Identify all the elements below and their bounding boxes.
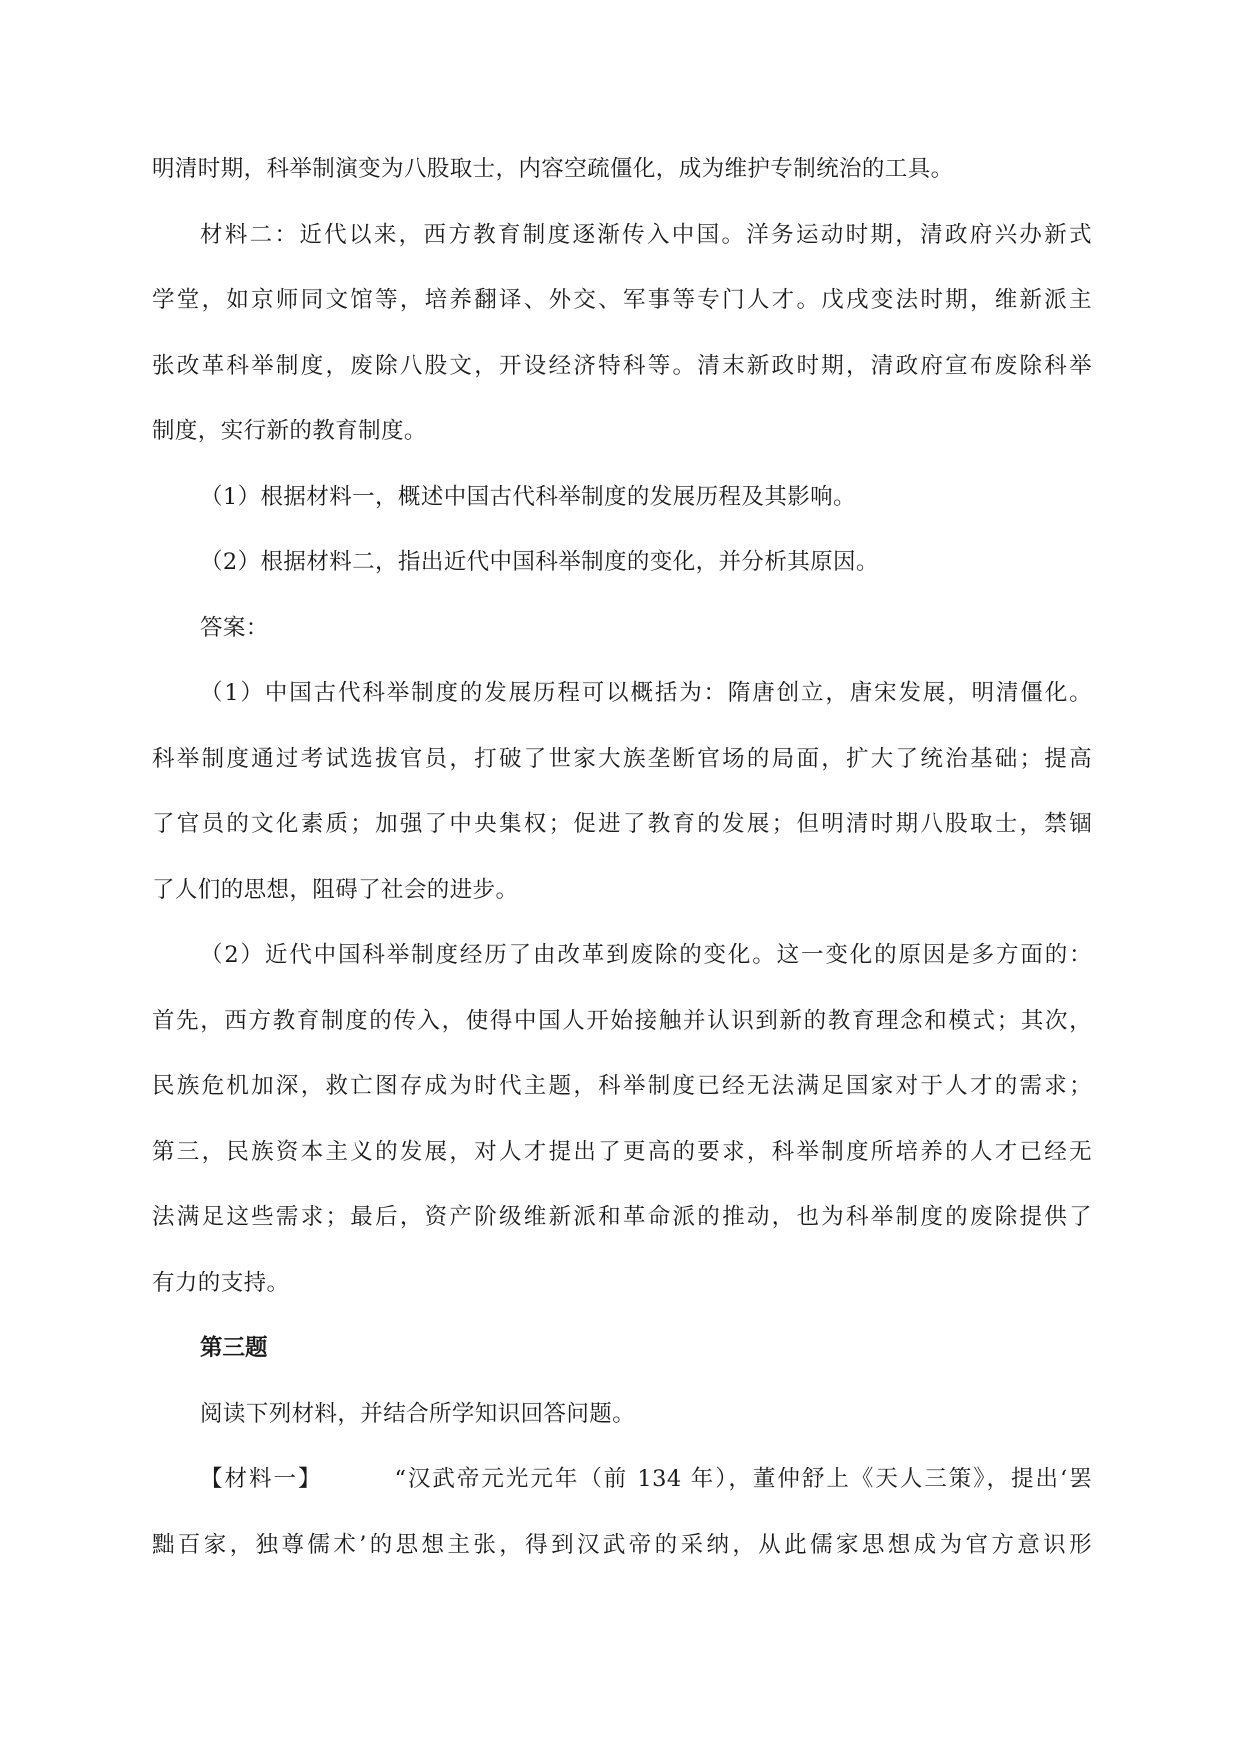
- text-line: 材料二：近代以来，西方教育制度逐渐传入中国。洋务运动时期，清政府兴办新式: [200, 221, 1092, 248]
- paragraph-ming-qing: [152, 137, 1092, 203]
- text-line: 民族危机加深，救亡图存成为时代主题，科举制度已经无法满足国家对于人才的需求；: [152, 1073, 1092, 1099]
- text-line: 了人们的思想，阻碍了社会的进步。: [152, 876, 519, 903]
- text-line: [152, 1447, 1092, 1513]
- text-line: （2）根据材料二，指出近代中国科举制度的变化，并分析其原因。: [200, 549, 879, 575]
- section-title: 第三题: [200, 1335, 268, 1361]
- text-line: （1）中国古代科举制度的发展历程可以概括为：隋唐创立，唐宋发展，明清僵化。: [200, 680, 1092, 706]
- text-line: 明清时期，科举制演变为八股取士，内容空疏僵化，成为维护专制统治的工具。: [152, 156, 954, 182]
- text-line: 答案：: [200, 614, 269, 641]
- document-body: [152, 137, 1092, 1578]
- text-line: 有力的支持。: [152, 1269, 290, 1296]
- text-line: 黜百家，独尊儒术’的思想主张，得到汉武帝的采纳，从此儒家思想成为官方意识形: [152, 1531, 1092, 1558]
- instruction: [152, 1382, 1092, 1448]
- text-line: 学堂，如京师同文馆等，培养翻译、外交、军事等专门人才。戊戌变法时期，维新派主: [152, 287, 1092, 313]
- text-line: 第三，民族资本主义的发展，对人才提出了更高的要求，科举制度所培养的人才已经无: [152, 1138, 1092, 1165]
- text-line: 制度，实行新的教育制度。: [152, 418, 427, 444]
- answer-one: [152, 661, 1092, 923]
- text-line: （1）根据材料一，概述中国古代科举制度的发展历程及其影响。: [200, 483, 856, 510]
- answer-two: [152, 923, 1092, 1316]
- text-line: 阅读下列材料，并结合所学知识回答问题。: [200, 1400, 636, 1427]
- text-line: （2）近代中国科举制度经历了由改革到废除的变化。这一变化的原因是多方面的：: [200, 942, 1092, 968]
- material-one: [152, 1447, 1092, 1578]
- paragraph-material-two: [152, 203, 1092, 465]
- question-one: [152, 465, 1092, 531]
- answer-label: [152, 596, 1092, 662]
- material-text: “汉武帝元光元年（前 134 年），董仲舒上《天人三策》，提出‘罢: [394, 1466, 1092, 1492]
- text-line: 张改革科举制度，废除八股文，开设经济特科等。清末新政时期，清政府宣布废除科举: [152, 352, 1092, 379]
- text-line: 首先，西方教育制度的传入，使得中国人开始接触并认识到新的教育理念和模式；其次，: [152, 1007, 1092, 1034]
- text-line: 了官员的文化素质；加强了中央集权；促进了教育的发展；但明清时期八股取士，禁锢: [152, 811, 1092, 837]
- text-line: 法满足这些需求；最后，资产阶级维新派和革命派的推动，也为科举制度的废除提供了: [152, 1204, 1092, 1230]
- material-label: 【材料一】: [200, 1466, 323, 1492]
- text-line: 科举制度通过考试选拔官员，打破了世家大族垄断官场的局面，扩大了统治基础；提高: [152, 745, 1092, 772]
- question-two: [152, 530, 1092, 596]
